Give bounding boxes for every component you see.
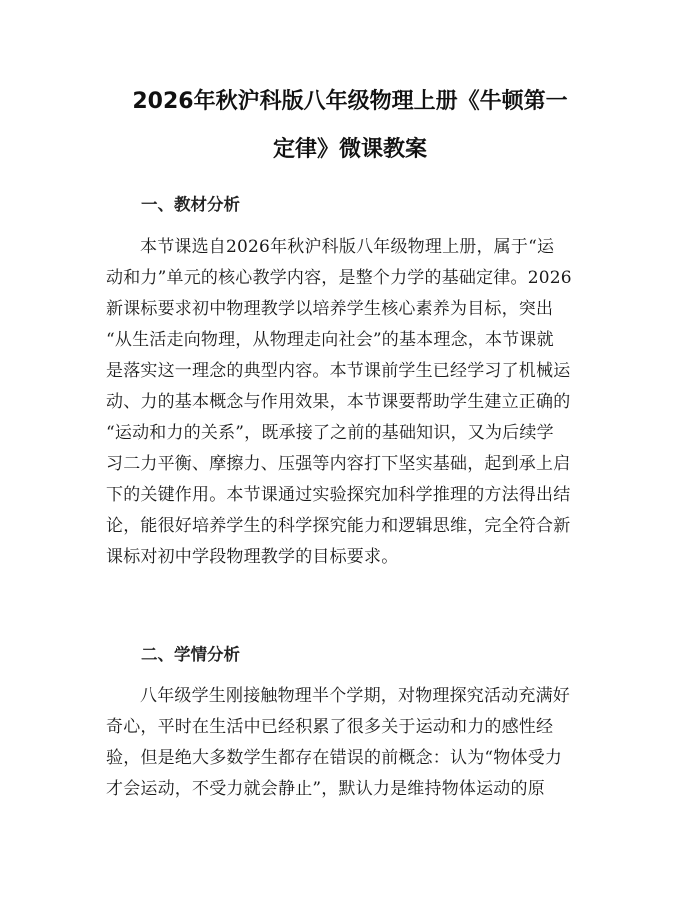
document-title-line-2: 定律》微课教案	[272, 137, 427, 162]
paragraph-line: 动和力”单元的核心教学内容，是整个力学的基础定律。2026	[106, 268, 572, 288]
paragraph-textbook-analysis	[106, 232, 594, 573]
paragraph-line: 动、力的基本概念与作用效果，本节课要帮助学生建立正确的	[106, 392, 571, 412]
paragraph-line: 验，但是绝大多数学生都存在错误的前概念：认为“物体受力	[106, 748, 563, 768]
paragraph-line: 是落实这一理念的典型内容。本节课前学生已经学习了机械运	[106, 361, 571, 381]
paragraph-student-analysis	[106, 681, 594, 805]
paragraph-line: 论，能很好培养学生的科学探究能力和逻辑思维，完全符合新	[106, 516, 571, 536]
paragraph-line: 下的关键作用。本节课通过实验探究加科学推理的方法得出结	[106, 485, 571, 505]
paragraph-line: “从生活走向物理，从物理走向社会”的基本理念，本节课就	[106, 330, 554, 350]
paragraph-line: 奇心，平时在生活中已经积累了很多关于运动和力的感性经	[106, 717, 554, 737]
paragraph-line: 本节课选自2026年秋沪科版八年级物理上册，属于“运	[140, 237, 555, 257]
paragraph-line: 课标对初中学段物理教学的目标要求。	[106, 547, 399, 567]
paragraph-line: 八年级学生刚接触物理半个学期，对物理探究活动充满好	[140, 686, 570, 706]
paragraph-line: “运动和力的关系”，既承接了之前的基础知识，又为后续学	[106, 423, 554, 443]
paragraph-line: 习二力平衡、摩擦力、压强等内容打下坚实基础，起到承上启	[106, 454, 571, 474]
paragraph-line: 才会运动，不受力就会静止”，默认力是维持物体运动的原	[106, 779, 545, 799]
paragraph-line: 新课标要求初中物理教学以培养学生核心素养为目标，突出	[106, 299, 554, 319]
section-heading-textbook-analysis: 一、教材分析	[141, 195, 240, 214]
document-title-line-1: 2026年秋沪科版八年级物理上册《牛顿第一	[132, 89, 568, 114]
section-heading-student-analysis: 二、学情分析	[141, 645, 240, 664]
